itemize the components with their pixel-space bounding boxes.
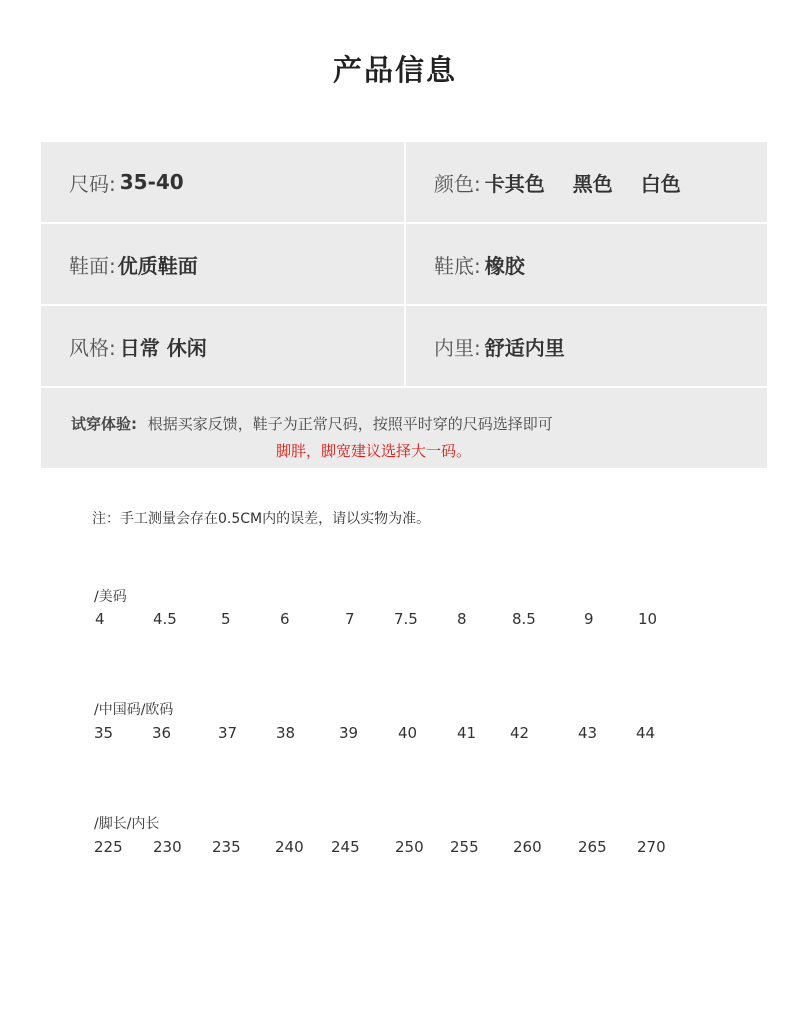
foot-length-label: /脚长/内长 [94, 816, 160, 832]
foot-length-value: 260 [513, 838, 542, 856]
spec-style-label: 风格: [69, 335, 116, 360]
foot-length-value: 225 [94, 838, 123, 856]
trial-experience [41, 387, 767, 468]
foot-length-value: 240 [275, 838, 304, 856]
us-size-value: 7 [345, 610, 355, 628]
foot-length-value: 250 [395, 838, 424, 856]
trial-text: 根据买家反馈，鞋子为正常尺码，按照平时穿的尺码选择即可 [147, 415, 553, 433]
spec-style-value: 日常 休闲 [119, 335, 207, 360]
spec-style [69, 306, 207, 386]
us-size-value: 7.5 [394, 610, 418, 628]
us-size-value: 5 [221, 610, 231, 628]
foot-length-value: 235 [212, 838, 241, 856]
spec-upper [69, 224, 198, 304]
foot-length-value: 245 [331, 838, 360, 856]
trial-warning: 脚胖，脚宽建议选择大一码。 [276, 442, 472, 460]
us-size-row [0, 610, 790, 630]
cn-eu-size-value: 43 [578, 724, 598, 742]
table-divider-vertical [404, 142, 406, 387]
cn-eu-size-value: 35 [94, 724, 114, 742]
trial-label: 试穿体验: [71, 415, 137, 433]
spec-color [434, 142, 681, 222]
cn-eu-size-value: 42 [510, 724, 530, 742]
spec-upper-label: 鞋面: [69, 253, 116, 278]
spec-size [69, 142, 184, 222]
table-divider-row2 [41, 304, 767, 306]
spec-size-label: 尺码: [69, 171, 116, 196]
us-size-value: 8.5 [512, 610, 536, 628]
cn-eu-size-value: 36 [152, 724, 172, 742]
cn-eu-size-value: 40 [398, 724, 418, 742]
cn-eu-size-value: 44 [636, 724, 656, 742]
cn-eu-size-value: 37 [218, 724, 238, 742]
spec-lining [434, 306, 565, 386]
spec-color-label: 颜色: [434, 171, 481, 196]
cn-eu-size-value: 38 [276, 724, 296, 742]
spec-upper-value: 优质鞋面 [117, 253, 198, 278]
foot-length-value: 270 [637, 838, 666, 856]
trial-line [71, 413, 553, 434]
spec-sole-value: 橡胶 [484, 253, 525, 278]
spec-color-value-black: 黑色 [572, 171, 613, 196]
spec-color-value-white: 白色 [640, 171, 681, 196]
spec-lining-value: 舒适内里 [484, 335, 565, 360]
spec-table [41, 142, 767, 468]
us-size-value: 10 [638, 610, 658, 628]
us-size-value: 9 [584, 610, 594, 628]
us-size-value: 4.5 [153, 610, 177, 628]
cn-eu-size-label: /中国码/欧码 [94, 702, 174, 718]
spec-lining-label: 内里: [434, 335, 481, 360]
foot-length-value: 265 [578, 838, 607, 856]
measurement-note: 注：手工测量会存在0.5CM内的误差，请以实物为准。 [92, 511, 431, 527]
foot-length-value: 255 [450, 838, 479, 856]
cn-eu-size-value: 41 [457, 724, 477, 742]
us-size-value: 4 [95, 610, 105, 628]
page-title: 产品信息 [332, 53, 457, 87]
cn-eu-size-value: 39 [339, 724, 359, 742]
us-size-value: 8 [457, 610, 467, 628]
spec-size-value: 35-40 [119, 170, 184, 194]
spec-sole-label: 鞋底: [434, 253, 481, 278]
us-size-value: 6 [280, 610, 290, 628]
table-divider-row1 [41, 222, 767, 224]
spec-sole [434, 224, 525, 304]
cn-eu-size-row [0, 724, 790, 744]
spec-color-value-khaki: 卡其色 [484, 171, 545, 196]
us-size-label: /美码 [94, 589, 127, 605]
foot-length-value: 230 [153, 838, 182, 856]
foot-length-row [0, 838, 790, 858]
